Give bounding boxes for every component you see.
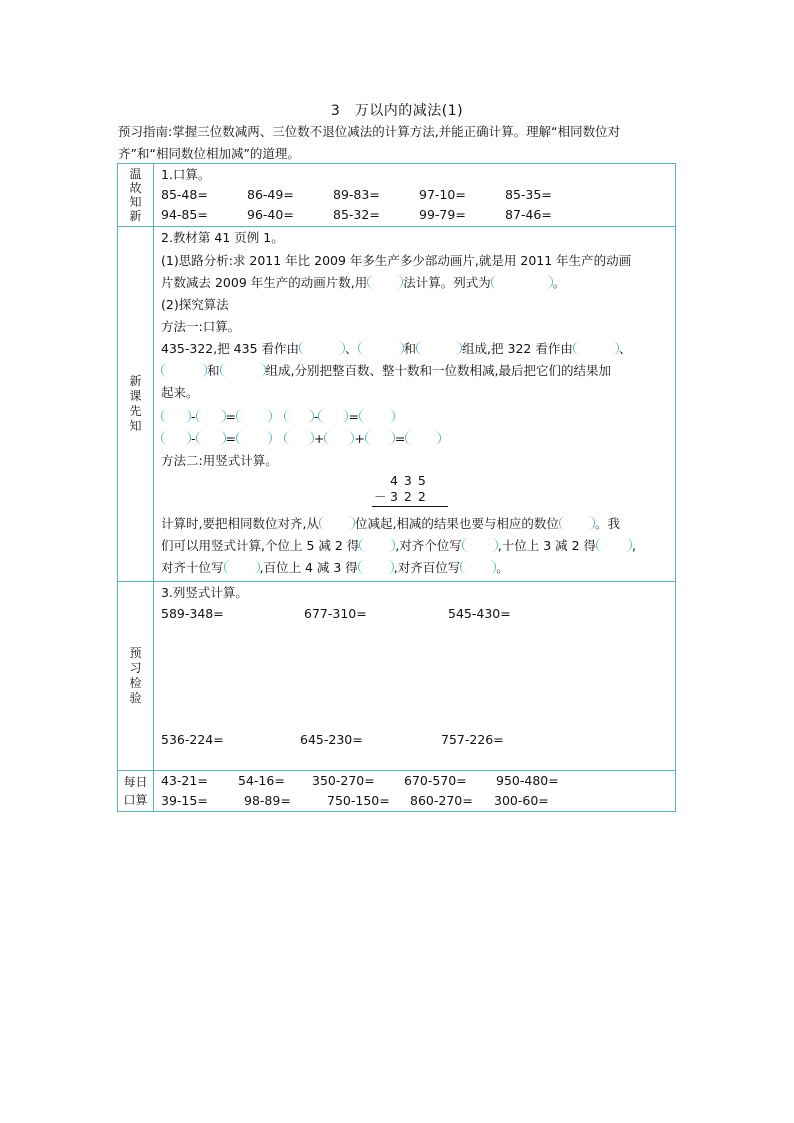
minus-sign: -: [191, 409, 196, 424]
answer-blank[interactable]: [196, 409, 226, 423]
equation-line-1: [161, 409, 395, 425]
vertical-top-number: 4 3 5: [390, 473, 427, 488]
oral-problem: 85-48=: [161, 187, 208, 202]
daily-problem: 860-270=: [410, 793, 473, 808]
text: ,十位上 3 减 2 得: [497, 538, 597, 553]
answer-blank[interactable]: [236, 409, 272, 423]
text: 。: [496, 560, 509, 575]
section-label-yuxi: [118, 582, 154, 771]
answer-blank[interactable]: [161, 431, 191, 445]
text: 位减起,相减的结果也要与相应的数位: [354, 516, 559, 531]
oral-problem: 99-79=: [419, 207, 466, 222]
answer-blank[interactable]: [367, 275, 403, 289]
answer-blank[interactable]: [358, 341, 404, 355]
section-xinke: [118, 227, 676, 582]
analysis-line-2: [161, 275, 565, 291]
preview-guide-line-2: 齐”和“相同数位相加减”的道理。: [118, 146, 300, 161]
equals-sign: =: [225, 409, 236, 424]
method-one-line-1: [161, 341, 631, 357]
answer-blank[interactable]: [236, 431, 272, 445]
section-heading: 3.列竖式计算。: [161, 585, 248, 600]
preview-guide-line-1: 预习指南:掌握三位数减两、三位数不退位减法的计算方法,并能正确计算。理解“相同数位对: [118, 124, 621, 139]
conclusion-line-1: [161, 516, 620, 532]
text: 计算时,要把相同数位对齐,从: [161, 516, 319, 531]
answer-blank[interactable]: [161, 409, 191, 423]
section-label-line-1: 每日: [123, 775, 148, 789]
text: 435-322,把 435 看作由: [161, 341, 300, 356]
method-one-line-3: 起来。: [161, 385, 199, 400]
text: 、: [345, 341, 358, 356]
oral-problem: 86-49=: [247, 187, 294, 202]
text: 们可以用竖式计算,个位上 5 减 2 得: [161, 538, 360, 553]
answer-blank[interactable]: [284, 409, 314, 423]
text: 。我: [594, 516, 620, 531]
worksheet-table: [117, 163, 676, 812]
equals-sign: =: [225, 431, 236, 446]
text: 法计算。列式为: [403, 275, 491, 290]
oral-problem: 97-10=: [419, 187, 466, 202]
text: ,对齐个位写: [395, 538, 462, 553]
method-one-line-2: [161, 363, 611, 379]
answer-blank[interactable]: [460, 560, 496, 574]
text: 片数减去 2009 年生产的动画片数,用: [161, 275, 368, 290]
page-title: 3 万以内的减法(1): [330, 103, 464, 119]
text: 组成,分别把整百数、整十数和一位数相减,最后把它们的结果加: [265, 363, 611, 378]
plus-sign: +: [313, 431, 325, 446]
text: ,: [632, 538, 637, 553]
equals-sign: =: [348, 409, 359, 424]
answer-blank[interactable]: [161, 363, 207, 377]
daily-problem: 43-21=: [161, 773, 208, 788]
answer-blank[interactable]: [596, 538, 632, 552]
section-label-text: 预习检验: [129, 646, 142, 705]
oral-problem: 94-85=: [161, 207, 208, 222]
section-label-meiri: [118, 771, 154, 812]
answer-blank[interactable]: [224, 560, 260, 574]
answer-blank[interactable]: [319, 516, 355, 530]
answer-blank[interactable]: [491, 275, 553, 289]
answer-blank[interactable]: [559, 516, 595, 530]
answer-blank[interactable]: [284, 431, 314, 445]
text: 对齐十位写: [161, 560, 224, 575]
oral-problem: 87-46=: [505, 207, 552, 222]
daily-problem: 670-570=: [404, 773, 467, 788]
daily-problem: 54-16=: [238, 773, 285, 788]
daily-problem: 350-270=: [312, 773, 375, 788]
text: 、: [618, 341, 632, 356]
text: 和: [403, 341, 417, 356]
answer-blank[interactable]: [196, 431, 226, 445]
conclusion-line-3: [161, 560, 509, 576]
text: ,百位上 4 减 3 得: [259, 560, 358, 575]
method-one-label: 方法一:口算。: [161, 319, 241, 334]
section-meiri: [118, 771, 676, 812]
answer-blank[interactable]: [324, 431, 354, 445]
text: 。: [552, 275, 566, 290]
oral-problem: 85-32=: [333, 207, 380, 222]
answer-blank[interactable]: [358, 560, 394, 574]
answer-blank[interactable]: [359, 409, 395, 423]
section-label-text: 温故知新: [129, 167, 142, 223]
conclusion-line-2: [161, 538, 636, 554]
equals-sign: =: [394, 431, 406, 446]
text: 和: [207, 363, 220, 378]
written-problem: 545-430=: [448, 606, 511, 621]
daily-problem: 39-15=: [161, 793, 208, 808]
daily-problem: 950-480=: [496, 773, 559, 788]
answer-blank[interactable]: [220, 363, 266, 377]
text: ,对齐百位写: [393, 560, 461, 575]
written-problem: 757-226=: [441, 732, 504, 747]
written-problem: 677-310=: [304, 606, 367, 621]
oral-problem: 96-40=: [247, 207, 294, 222]
section-heading: 1.口算。: [161, 167, 211, 182]
answer-blank[interactable]: [318, 409, 348, 423]
answer-blank[interactable]: [365, 431, 395, 445]
section-label-text: 新课先知: [129, 374, 142, 433]
method-heading: (2)探究算法: [161, 297, 229, 312]
section-label-xinke: [118, 227, 154, 582]
daily-problem: 300-60=: [494, 793, 549, 808]
written-problem: 589-348=: [161, 606, 224, 621]
oral-problem: 85-35=: [505, 187, 552, 202]
method-two-label: 方法二:用竖式计算。: [161, 453, 278, 468]
section-label-wengu: [118, 164, 154, 227]
minus-sign: -: [191, 431, 196, 446]
answer-blank[interactable]: [573, 341, 619, 355]
section-yuxi: [118, 582, 676, 771]
daily-problem: 98-89=: [244, 793, 291, 808]
text: 组成,把 322 看作由: [462, 341, 573, 356]
oral-problem: 89-83=: [333, 187, 380, 202]
vertical-bottom-number: 3 2 2: [390, 489, 427, 504]
written-problem: 645-230=: [300, 732, 363, 747]
vertical-divider-line: [372, 506, 448, 507]
section-label-line-2: 口算: [123, 793, 148, 807]
answer-blank[interactable]: [462, 538, 498, 552]
answer-blank[interactable]: [299, 341, 345, 355]
section-heading: 2.教材第 41 页例 1。: [161, 230, 284, 245]
minus-sign: -: [313, 409, 319, 424]
daily-problem: 750-150=: [327, 793, 390, 808]
analysis-line-1: (1)思路分析:求 2011 年比 2009 年多生产多少部动画片,就是用 2011 年生产的动画: [161, 253, 632, 268]
written-problem: 536-224=: [161, 732, 224, 747]
plus-sign: +: [354, 431, 365, 446]
equation-line-2: [161, 431, 441, 447]
vertical-minus-sign: －: [374, 489, 387, 504]
answer-blank[interactable]: [416, 341, 462, 355]
answer-blank[interactable]: [359, 538, 395, 552]
answer-blank[interactable]: [405, 431, 441, 445]
section-wengu: [118, 164, 676, 227]
